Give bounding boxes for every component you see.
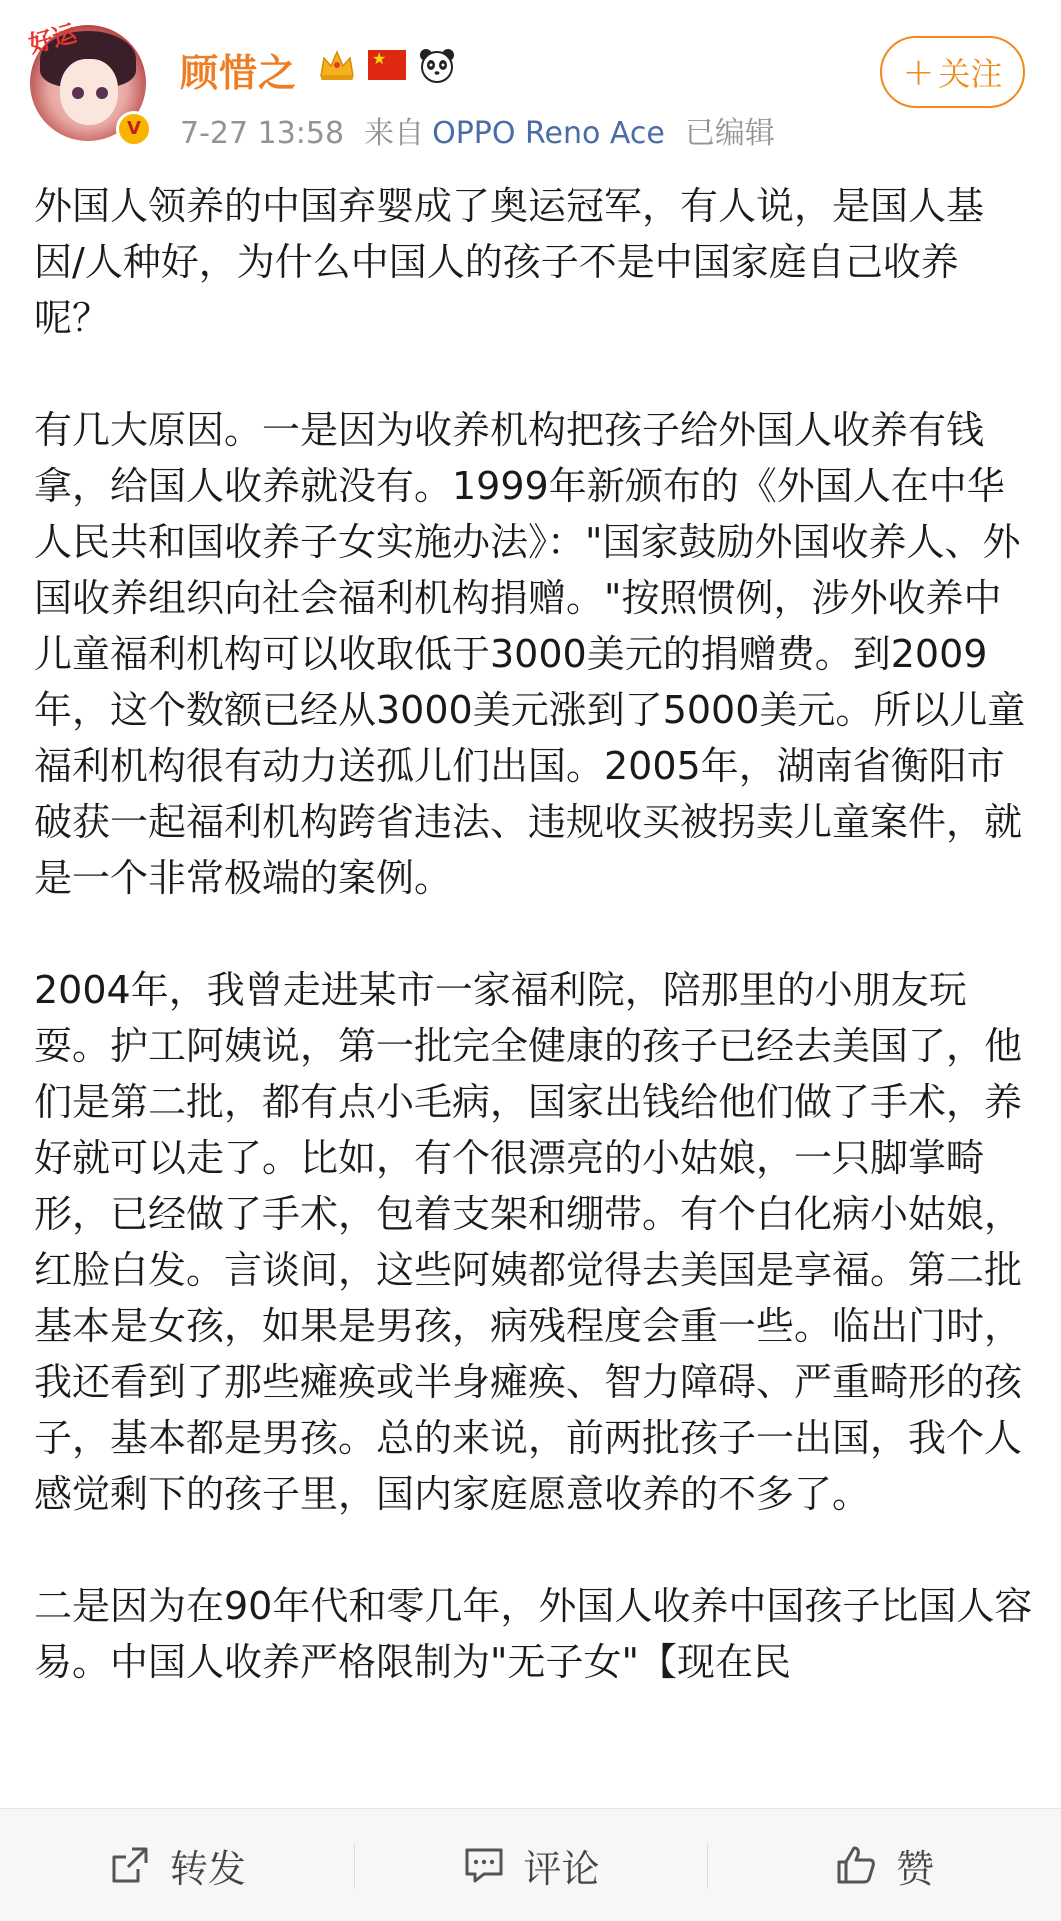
comment-icon — [462, 1843, 506, 1887]
post-paragraph: 有几大原因。一是因为收养机构把孩子给外国人收养有钱拿，给国人收养就没有。1999年新颁布的《外国人在中华人民共和国收养子女实施办法》："国家鼓励外国收养人、外国收养组织向社会福利机构捐赠。"按照惯例，涉外收养中儿童福利机构可以收取低于3000美元的捐赠费。到2009年，这个数额已经从3000美元涨到了5000美元。所以儿童福利机构很有动力送孤儿们出国。2005年，湖南省衡阳市破获一起福利机构跨省违法、违规收买被拐卖儿童案件，就是一个非常极端的案例。 — [34, 408, 1026, 900]
comment-label: 评论 — [523, 1846, 600, 1891]
post-paragraph: 2004年，我曾走进某市一家福利院，陪那里的小朋友玩耍。护工阿姨说，第一批完全健康的孩子已经去美国了，他们是第二批，都有点小毛病，国家出钱给他们做了手术，养好就可以走了。比如，有个很漂亮的小姑娘，一只脚掌畸形，已经做了手术，包着支架和绷带。有个白化病小姑娘，红脸白发。言谈间，这些阿姨都觉得去美国是享福。第二批基本是女孩，如果是男孩，病残程度会重一些。临出门时，我还看到了那些瘫痪或半身瘫痪、智力障碍、严重畸形的孩子，基本都是男孩。总的来说，前两批孩子一出国，我个人感觉剩下的孩子里，国内家庭愿意收养的不多了。 — [34, 968, 1023, 1516]
repost-icon — [108, 1843, 152, 1887]
follow-label: 关注 — [938, 55, 1003, 93]
user-badges — [318, 46, 456, 84]
username[interactable]: 顾惜之 — [180, 51, 298, 95]
panda-icon[interactable] — [418, 46, 456, 84]
post-time: 7-27 13:58 — [180, 116, 345, 151]
post-meta — [180, 108, 795, 152]
china-flag-icon[interactable] — [368, 46, 406, 84]
repost-label: 转发 — [169, 1846, 246, 1891]
plus-icon: + — [902, 50, 935, 94]
post-paragraph: 外国人领养的中国弃婴成了奥运冠军，有人说，是国人基因/人种好，为什么中国人的孩子不是中国家庭自己收养呢？ — [34, 184, 985, 340]
avatar-tag-text: 好运 — [25, 19, 80, 59]
comment-button[interactable] — [354, 1809, 708, 1921]
avatar[interactable] — [25, 19, 146, 141]
edited-label: 已编辑 — [684, 116, 775, 151]
post-header — [0, 0, 1061, 160]
repost-button[interactable] — [0, 1809, 354, 1921]
post-paragraph: 二是因为在90年代和零几年，外国人收养中国孩子比国人容易。中国人收养严格限制为"无子女"【现在民 — [34, 1584, 1033, 1684]
source-prefix: 来自 — [364, 116, 425, 151]
crown-icon[interactable] — [318, 46, 356, 84]
post-body — [34, 178, 1034, 1746]
thumbs-up-icon — [834, 1843, 878, 1887]
verified-badge-icon: V — [116, 111, 152, 147]
action-bar — [0, 1808, 1061, 1921]
like-label: 赞 — [896, 1846, 935, 1891]
like-button[interactable] — [707, 1809, 1061, 1921]
device-link[interactable]: OPPO Reno Ace — [432, 116, 665, 151]
follow-button[interactable] — [880, 36, 1025, 108]
